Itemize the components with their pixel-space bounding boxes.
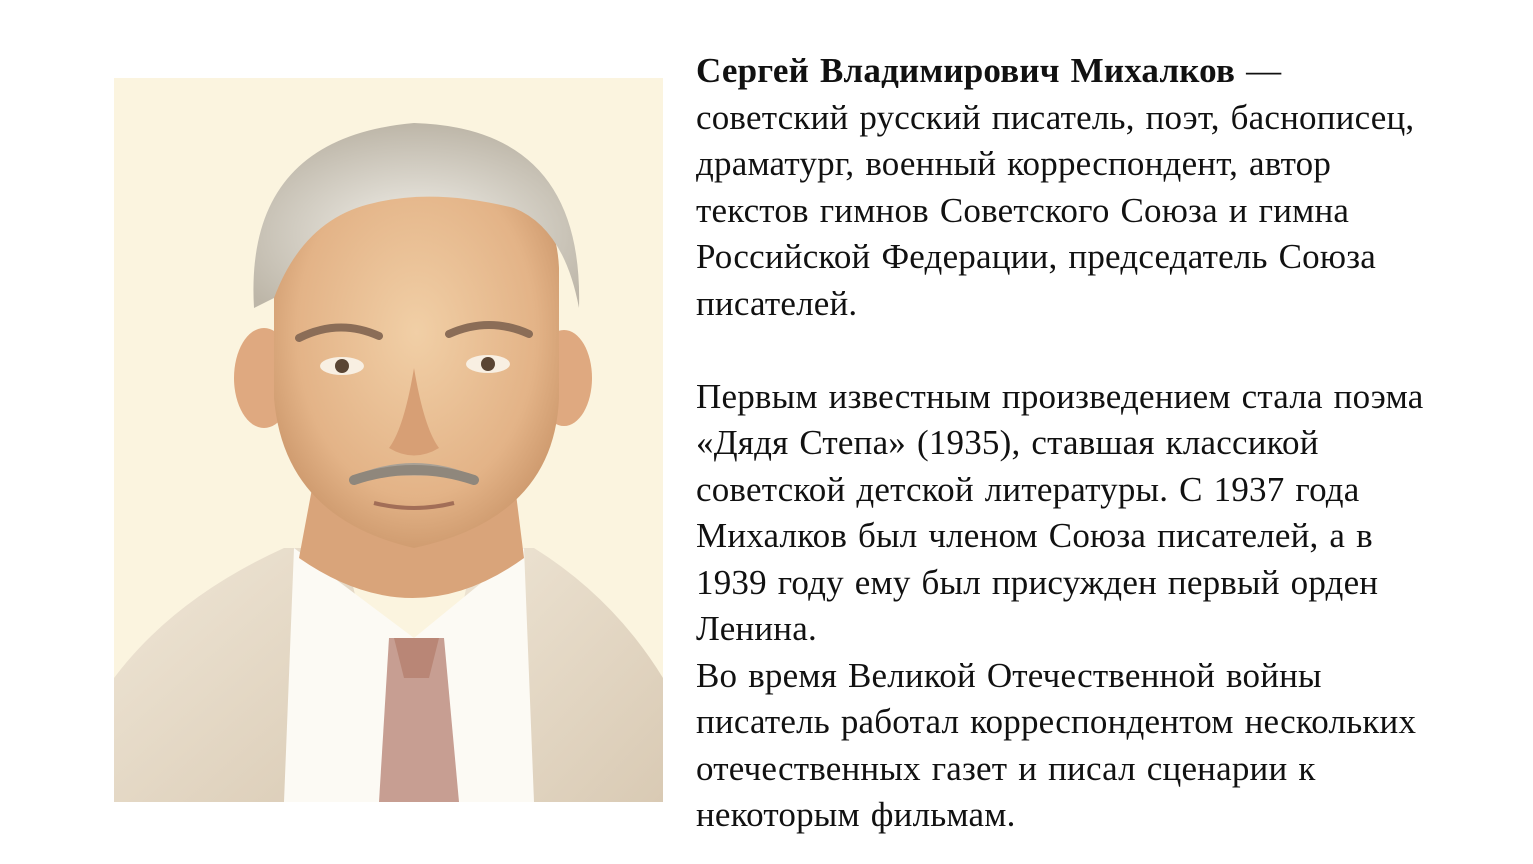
bio-line: писателей. [696,283,858,323]
paragraph-gap [696,327,1496,374]
bio-line: драматург, военный корреспондент, автор [696,144,1332,183]
name-dash: — [1235,51,1282,90]
bio-line: Первым известным произведением стала поэма [696,376,1424,416]
portrait-image [114,78,663,802]
bio-line: Во время Великой Отечественной войны [696,655,1322,695]
bio-text [696,48,1496,839]
bio-line: некоторым фильмам. [696,795,1016,834]
bio-line: Ленина. [696,609,817,648]
bio-line: Михалков был членом Союза писателей, а в [696,516,1373,555]
bio-line: советский русский писатель, поэт, баснописец, [696,97,1415,137]
portrait-icon [114,78,663,802]
author-name: Сергей Владимирович Михалков [696,51,1236,90]
bio-line: писатель работал корреспондентом нескольких [696,702,1417,741]
bio-line: «Дядя Степа» (1935), ставшая классикой [696,423,1319,462]
bio-line: текстов гимнов Советского Союза и гимна [696,190,1350,230]
bio-line: отечественных газет и писал сценарии к [696,748,1316,788]
bio-line: Российской Федерации, председатель Союза [696,237,1376,276]
bio-line: советской детской литературы. С 1937 года [696,469,1360,509]
bio-heading-line [696,48,1496,95]
bio-line: 1939 году ему был присужден первый орден [696,562,1379,602]
